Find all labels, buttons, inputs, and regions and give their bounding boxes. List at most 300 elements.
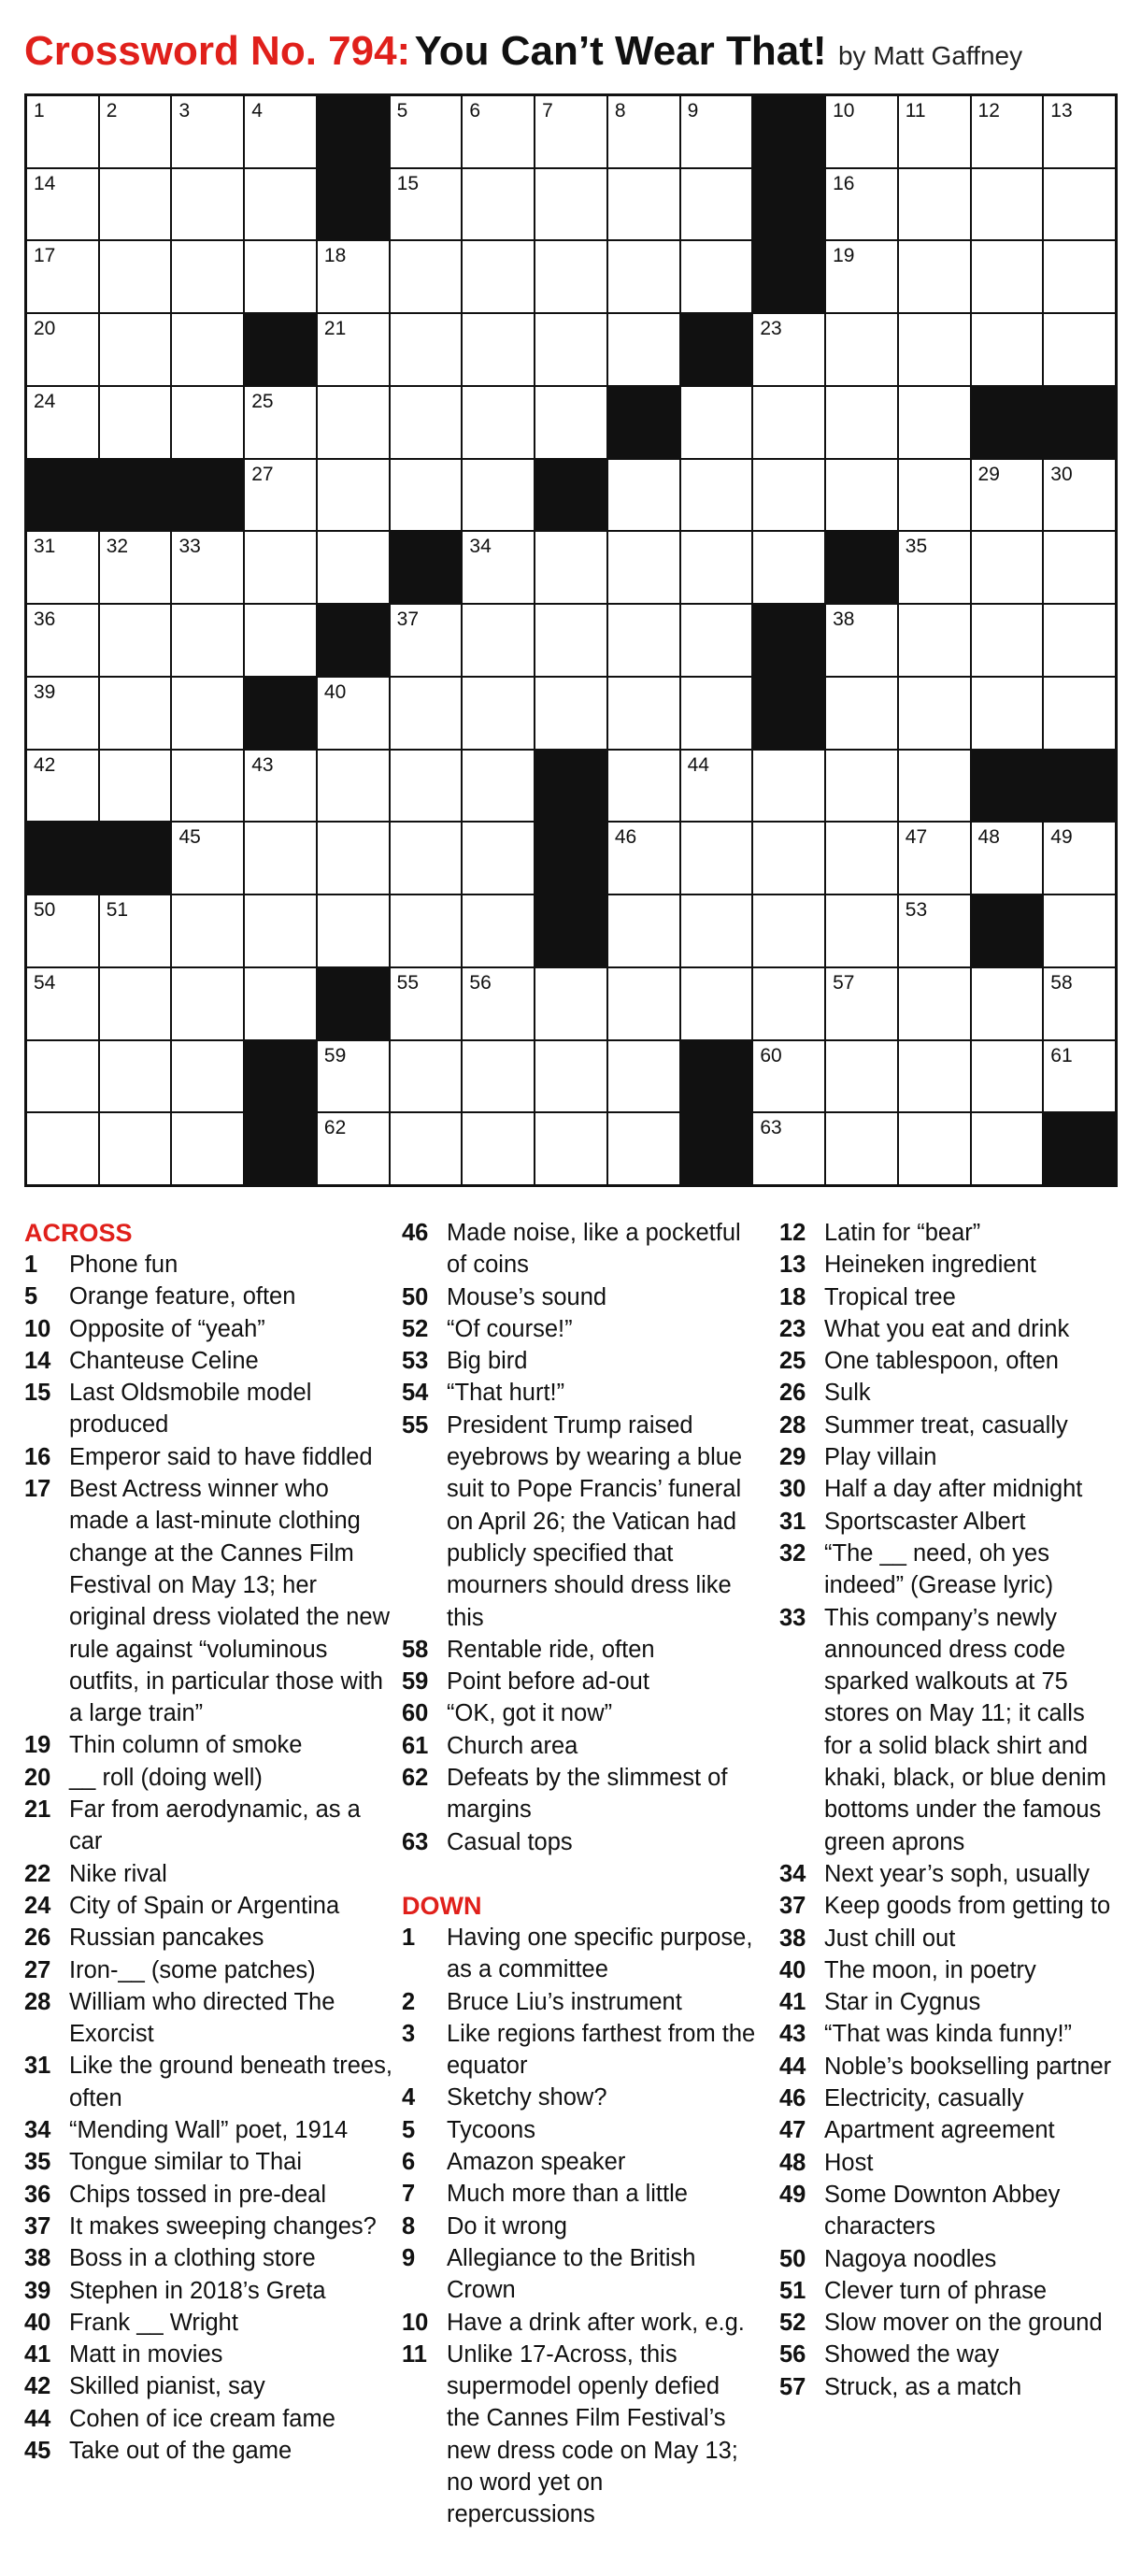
grid-cell[interactable] [463, 1113, 534, 1184]
grid-cell[interactable] [318, 387, 389, 458]
grid-cell[interactable] [826, 241, 897, 312]
grid-cell[interactable] [245, 823, 316, 894]
grid-cell[interactable] [1044, 169, 1115, 240]
clue-text: Chanteuse Celine [69, 1347, 259, 1374]
grid-cell[interactable] [27, 1113, 98, 1184]
clue-item [24, 1377, 392, 1441]
grid-cell[interactable] [681, 169, 752, 240]
grid-cell[interactable] [27, 169, 98, 240]
cell-number: 47 [905, 826, 928, 849]
grid-cell[interactable] [608, 1113, 679, 1184]
grid-cell[interactable] [681, 823, 752, 894]
grid-cell[interactable] [100, 1113, 171, 1184]
grid-cell[interactable] [899, 387, 970, 458]
clue-number: 8 [402, 2212, 416, 2240]
grid-cell[interactable] [826, 678, 897, 749]
grid-cell[interactable] [100, 605, 171, 676]
grid-cell[interactable] [826, 1113, 897, 1184]
grid-cell[interactable] [1044, 532, 1115, 603]
clue-item [24, 1729, 392, 1761]
clue-number: 52 [402, 1315, 429, 1342]
grid-cell[interactable] [172, 968, 243, 1039]
clue-number: 28 [24, 1988, 51, 2015]
grid-cell[interactable] [1044, 460, 1115, 531]
grid-cell[interactable] [899, 605, 970, 676]
grid-cell[interactable] [391, 678, 462, 749]
grid-block [972, 751, 1043, 822]
grid-cell[interactable] [608, 241, 679, 312]
grid-cell[interactable] [463, 1041, 534, 1112]
clue-text: “That hurt!” [447, 1380, 565, 1407]
grid-cell[interactable] [391, 751, 462, 822]
grid-cell[interactable] [245, 241, 316, 312]
grid-cell[interactable] [463, 169, 534, 240]
clue-text: Tropical tree [824, 1283, 956, 1310]
grid-cell[interactable] [899, 895, 970, 966]
clue-text: Emperor said to have fiddled [69, 1443, 373, 1470]
grid-cell[interactable] [535, 169, 606, 240]
clue-text: President Trump raised eyebrows by wearing a blue suit to Pope Francis’ funeral on April 26; the Vatican had publicly specified that mourners should dress like this [447, 1411, 743, 1631]
grid-cell[interactable] [27, 241, 98, 312]
clue-number: 37 [24, 2212, 51, 2240]
grid-cell[interactable] [463, 460, 534, 531]
grid-cell[interactable] [172, 387, 243, 458]
grid-cell[interactable] [245, 169, 316, 240]
grid-cell[interactable] [1044, 241, 1115, 312]
grid-cell[interactable] [172, 169, 243, 240]
clue-item [779, 2307, 1118, 2339]
clue-text: Church area [447, 1732, 578, 1759]
grid-block [100, 460, 171, 531]
grid-cell[interactable] [463, 314, 534, 385]
grid-cell[interactable] [899, 460, 970, 531]
cell-number: 25 [251, 390, 274, 412]
grid-cell[interactable] [826, 605, 897, 676]
grid-cell[interactable] [826, 387, 897, 458]
grid-cell[interactable] [826, 968, 897, 1039]
cell-number: 57 [833, 971, 855, 994]
grid-cell[interactable] [100, 751, 171, 822]
grid-cell[interactable] [972, 823, 1043, 894]
grid-cell[interactable] [753, 532, 824, 603]
clue-text: Tycoons [447, 2116, 535, 2143]
grid-cell[interactable] [608, 460, 679, 531]
grid-cell[interactable] [463, 751, 534, 822]
grid-cell[interactable] [245, 96, 316, 167]
cell-number: 54 [34, 971, 56, 994]
clue-item [779, 2082, 1118, 2114]
clue-item [24, 2435, 392, 2467]
clue-item [402, 1826, 757, 1858]
grid-cell[interactable] [753, 751, 824, 822]
grid-cell[interactable] [245, 460, 316, 531]
clue-item [24, 1922, 392, 1953]
cell-number: 9 [687, 100, 699, 122]
grid-cell[interactable] [972, 678, 1043, 749]
grid-cell[interactable] [608, 1041, 679, 1112]
grid-block [608, 387, 679, 458]
grid-cell[interactable] [608, 823, 679, 894]
grid-cell[interactable] [172, 823, 243, 894]
grid-cell[interactable] [899, 678, 970, 749]
grid-cell[interactable] [535, 532, 606, 603]
grid-cell[interactable] [535, 1041, 606, 1112]
grid-cell[interactable] [899, 241, 970, 312]
clue-item [402, 2307, 757, 2339]
cell-number: 4 [251, 100, 263, 122]
grid-cell[interactable] [826, 751, 897, 822]
grid-cell[interactable] [899, 96, 970, 167]
clue-text: Keep goods from getting to [824, 1893, 1111, 1920]
grid-cell[interactable] [318, 895, 389, 966]
grid-cell[interactable] [100, 678, 171, 749]
grid-block [245, 678, 316, 749]
grid-cell[interactable] [27, 605, 98, 676]
clue-item [779, 1377, 1118, 1409]
grid-cell[interactable] [245, 532, 316, 603]
grid-cell[interactable] [899, 1113, 970, 1184]
grid-cell[interactable] [899, 968, 970, 1039]
clue-number: 42 [24, 2373, 51, 2400]
cell-number: 30 [1050, 463, 1073, 485]
grid-cell[interactable] [608, 169, 679, 240]
clue-number: 34 [779, 1860, 806, 1887]
clue-item [24, 2370, 392, 2402]
grid-cell[interactable] [681, 96, 752, 167]
grid-cell[interactable] [681, 678, 752, 749]
clue-item [24, 2146, 392, 2178]
grid-cell[interactable] [608, 678, 679, 749]
grid-cell[interactable] [172, 751, 243, 822]
grid-cell[interactable] [245, 387, 316, 458]
grid-cell[interactable] [899, 751, 970, 822]
clue-item [402, 2242, 757, 2307]
grid-cell[interactable] [681, 605, 752, 676]
grid-cell[interactable] [100, 387, 171, 458]
grid-block [100, 823, 171, 894]
grid-cell[interactable] [463, 96, 534, 167]
grid-cell[interactable] [245, 895, 316, 966]
clue-number: 26 [24, 1925, 51, 1952]
grid-cell[interactable] [608, 895, 679, 966]
grid-cell[interactable] [318, 1041, 389, 1112]
clue-item [402, 1345, 757, 1377]
grid-cell[interactable] [100, 968, 171, 1039]
grid-cell[interactable] [1044, 314, 1115, 385]
grid-cell[interactable] [681, 460, 752, 531]
grid-cell[interactable] [608, 96, 679, 167]
grid-cell[interactable] [463, 605, 534, 676]
grid-cell[interactable] [172, 241, 243, 312]
grid-cell[interactable] [681, 968, 752, 1039]
clue-number: 27 [24, 1956, 51, 1983]
clue-item [779, 2051, 1118, 2082]
grid-cell[interactable] [391, 1041, 462, 1112]
grid-cell[interactable] [391, 605, 462, 676]
grid-cell[interactable] [391, 169, 462, 240]
clue-text: Casual tops [447, 1828, 573, 1855]
grid-cell[interactable] [27, 895, 98, 966]
clue-item [402, 1730, 757, 1762]
grid-cell[interactable] [753, 1113, 824, 1184]
clue-text: “The __ need, oh yes indeed” (Grease lyric) [824, 1539, 1054, 1599]
clue-item [779, 1441, 1118, 1473]
clue-item [402, 1217, 757, 1281]
grid-cell[interactable] [318, 532, 389, 603]
clue-item [779, 1858, 1118, 1890]
grid-cell[interactable] [608, 751, 679, 822]
clue-text: Bruce Liu’s instrument [447, 1988, 682, 2015]
grid-cell[interactable] [27, 532, 98, 603]
grid-cell[interactable] [100, 241, 171, 312]
cell-number: 44 [687, 753, 709, 776]
grid-cell[interactable] [972, 1113, 1043, 1184]
clue-text: “Mending Wall” poet, 1914 [69, 2117, 349, 2144]
grid-cell[interactable] [463, 678, 534, 749]
grid-cell[interactable] [753, 968, 824, 1039]
grid-cell[interactable] [535, 678, 606, 749]
grid-cell[interactable] [1044, 823, 1115, 894]
grid-cell[interactable] [318, 460, 389, 531]
grid-cell[interactable] [826, 169, 897, 240]
grid-cell[interactable] [391, 823, 462, 894]
grid-cell[interactable] [608, 314, 679, 385]
clue-text: Rentable ride, often [447, 1636, 655, 1663]
clue-text: Matt in movies [69, 2341, 223, 2368]
grid-cell[interactable] [681, 895, 752, 966]
clue-item [24, 1986, 392, 2051]
clue-text: Mouse’s sound [447, 1283, 607, 1310]
grid-cell[interactable] [972, 96, 1043, 167]
grid-cell[interactable] [391, 387, 462, 458]
cell-number: 58 [1050, 971, 1073, 994]
clue-text: Defeats by the slimmest of margins [447, 1765, 728, 1824]
grid-cell[interactable] [972, 1041, 1043, 1112]
cell-number: 49 [1050, 826, 1073, 849]
clue-number: 21 [24, 1796, 51, 1824]
cell-number: 15 [396, 172, 420, 194]
grid-cell[interactable] [27, 751, 98, 822]
grid-cell[interactable] [972, 314, 1043, 385]
grid-cell[interactable] [27, 968, 98, 1039]
grid-cell[interactable] [1044, 96, 1115, 167]
grid-cell[interactable] [100, 96, 171, 167]
grid-cell[interactable] [391, 241, 462, 312]
grid-cell[interactable] [172, 532, 243, 603]
clue-number: 52 [779, 2310, 806, 2337]
grid-cell[interactable] [463, 823, 534, 894]
clue-text: Heineken ingredient [824, 1252, 1036, 1279]
grid-cell[interactable] [1044, 968, 1115, 1039]
clue-text: Some Downton Abbey characters [824, 2181, 1061, 2240]
grid-cell[interactable] [172, 1041, 243, 1112]
clue-item [402, 2114, 757, 2146]
grid-cell[interactable] [27, 387, 98, 458]
clue-number: 17 [24, 1476, 51, 1503]
clue-item [402, 2211, 757, 2242]
grid-cell[interactable] [753, 314, 824, 385]
clue-text: “OK, got it now” [447, 1700, 613, 1727]
grid-cell[interactable] [972, 460, 1043, 531]
grid-cell[interactable] [100, 532, 171, 603]
grid-cell[interactable] [391, 460, 462, 531]
grid-cell[interactable] [899, 169, 970, 240]
grid-cell[interactable] [972, 605, 1043, 676]
grid-cell[interactable] [172, 314, 243, 385]
grid-cell[interactable] [463, 241, 534, 312]
grid-cell[interactable] [245, 751, 316, 822]
clue-number: 2 [402, 1988, 416, 2015]
grid-cell[interactable] [100, 314, 171, 385]
grid-cell[interactable] [681, 387, 752, 458]
clue-text: Iron-__ (some patches) [69, 1956, 316, 1983]
grid-cell[interactable] [1044, 1041, 1115, 1112]
clue-text: Nike rival [69, 1860, 167, 1887]
grid-cell[interactable] [972, 169, 1043, 240]
grid-cell[interactable] [100, 895, 171, 966]
grid-cell[interactable] [318, 1113, 389, 1184]
clue-text: Play villain [824, 1444, 937, 1471]
grid-cell[interactable] [391, 968, 462, 1039]
clue-number: 5 [402, 2116, 416, 2143]
clue-item [779, 2018, 1118, 2050]
grid-cell[interactable] [318, 678, 389, 749]
grid-cell[interactable] [391, 1113, 462, 1184]
clue-item [779, 1890, 1118, 1922]
grid-cell[interactable] [318, 241, 389, 312]
cell-number: 7 [542, 100, 553, 122]
clue-item [24, 2242, 392, 2274]
grid-cell[interactable] [27, 678, 98, 749]
across-heading: ACROSS [24, 1219, 133, 1247]
grid-cell[interactable] [535, 314, 606, 385]
clue-text: Much more than a little [447, 2181, 688, 2208]
grid-cell[interactable] [391, 314, 462, 385]
grid-cell[interactable] [535, 96, 606, 167]
grid-cell[interactable] [463, 895, 534, 966]
grid-cell[interactable] [753, 460, 824, 531]
clue-item [779, 2371, 1118, 2403]
clue-number: 62 [402, 1765, 429, 1792]
grid-cell[interactable] [172, 1113, 243, 1184]
grid-cell[interactable] [391, 895, 462, 966]
clue-text: City of Spain or Argentina [69, 1892, 340, 1919]
clue-item [779, 1281, 1118, 1313]
clue-item [779, 1473, 1118, 1505]
grid-cell[interactable] [681, 241, 752, 312]
grid-cell[interactable] [318, 751, 389, 822]
clue-item [779, 1954, 1118, 1986]
grid-cell[interactable] [100, 169, 171, 240]
grid-cell[interactable] [899, 823, 970, 894]
grid-cell[interactable] [172, 895, 243, 966]
grid-cell[interactable] [535, 1113, 606, 1184]
clue-text: Allegiance to the British Crown [447, 2244, 696, 2304]
grid-cell[interactable] [245, 605, 316, 676]
cell-number: 59 [323, 1044, 347, 1066]
clue-number: 46 [779, 2085, 806, 2112]
grid-cell[interactable] [463, 387, 534, 458]
grid-cell[interactable] [899, 1041, 970, 1112]
grid-cell[interactable] [245, 968, 316, 1039]
grid-cell[interactable] [608, 605, 679, 676]
grid-cell[interactable] [826, 1041, 897, 1112]
grid-cell[interactable] [463, 532, 534, 603]
grid-cell[interactable] [27, 1041, 98, 1112]
grid-cell[interactable] [608, 532, 679, 603]
down-heading: DOWN [402, 1891, 482, 1920]
clue-text: Tongue similar to Thai [69, 2149, 302, 2176]
clue-text: Skilled pianist, say [69, 2373, 265, 2400]
grid-block [972, 387, 1043, 458]
grid-block [753, 169, 824, 240]
grid-cell[interactable] [681, 532, 752, 603]
grid-cell[interactable] [972, 241, 1043, 312]
grid-cell[interactable] [972, 532, 1043, 603]
grid-cell[interactable] [318, 823, 389, 894]
cell-number: 8 [614, 100, 626, 122]
grid-cell[interactable] [972, 968, 1043, 1039]
grid-cell[interactable] [899, 532, 970, 603]
grid-cell[interactable] [172, 605, 243, 676]
grid-cell[interactable] [826, 823, 897, 894]
grid-cell[interactable] [100, 1041, 171, 1112]
clue-item [779, 1602, 1118, 1858]
grid-cell[interactable] [27, 96, 98, 167]
clue-text: Noble’s bookselling partner [824, 2053, 1112, 2080]
grid-block [681, 1041, 752, 1112]
clue-number: 51 [779, 2277, 806, 2304]
clue-number: 56 [779, 2341, 806, 2368]
cell-number: 33 [178, 536, 201, 558]
grid-cell[interactable] [1044, 605, 1115, 676]
grid-cell[interactable] [826, 460, 897, 531]
grid-cell[interactable] [535, 387, 606, 458]
clue-item [402, 1697, 757, 1729]
clue-text: Slow mover on the ground [824, 2310, 1103, 2337]
grid-cell[interactable] [608, 968, 679, 1039]
grid-cell[interactable] [1044, 678, 1115, 749]
grid-cell[interactable] [172, 96, 243, 167]
grid-cell[interactable] [899, 314, 970, 385]
grid-cell[interactable] [535, 241, 606, 312]
grid-cell[interactable] [826, 96, 897, 167]
cell-number: 31 [34, 536, 56, 558]
grid-cell[interactable] [535, 605, 606, 676]
grid-cell[interactable] [463, 968, 534, 1039]
clue-number: 32 [779, 1539, 806, 1567]
grid-cell[interactable] [391, 96, 462, 167]
grid-cell[interactable] [172, 678, 243, 749]
grid-cell[interactable] [826, 314, 897, 385]
cell-number: 12 [977, 100, 1000, 122]
grid-cell[interactable] [753, 823, 824, 894]
grid-cell[interactable] [27, 314, 98, 385]
grid-cell[interactable] [681, 751, 752, 822]
cell-number: 20 [34, 318, 56, 340]
grid-block [753, 241, 824, 312]
grid-cell[interactable] [826, 895, 897, 966]
grid-cell[interactable] [753, 895, 824, 966]
grid-cell[interactable] [753, 387, 824, 458]
grid-cell[interactable] [535, 968, 606, 1039]
grid-block [318, 968, 389, 1039]
grid-cell[interactable] [318, 314, 389, 385]
grid-cell[interactable] [753, 1041, 824, 1112]
clue-number: 1 [24, 1252, 38, 1278]
grid-cell[interactable] [1044, 895, 1115, 966]
clue-item [779, 1217, 1118, 1249]
